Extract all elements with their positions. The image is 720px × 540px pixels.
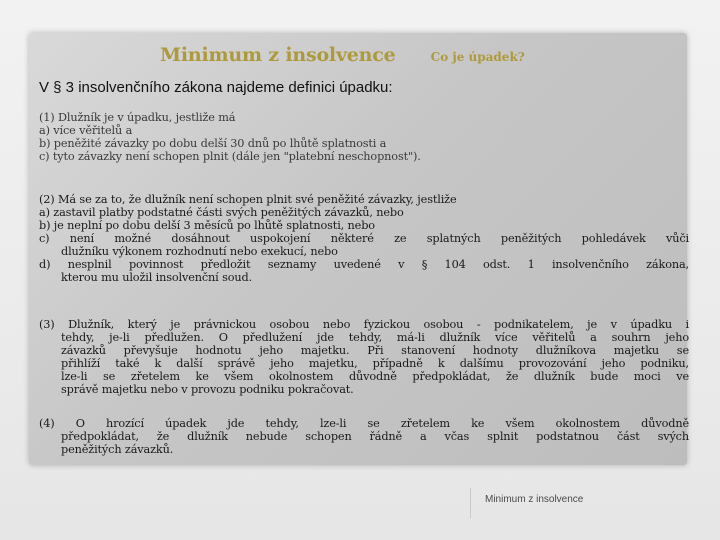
paragraph-line: předpokládat, že dlužník nebude schopen řádně a včas splnit podstatnou část svých — [61, 430, 689, 443]
title-row — [160, 44, 580, 66]
paragraph-line: kterou mu uložil insolvenční soud. — [61, 271, 253, 284]
paragraph-4 — [39, 417, 689, 456]
paragraph-line: (2) Má se za to, že dlužník není schopen plnit své peněžité závazky, jestliže — [39, 193, 457, 206]
paragraph-line: d) nesplnil povinnost předložit seznamy uvedené v § 104 odst. 1 insolvenčního zákona, — [39, 258, 689, 271]
paragraph-line: (3) Dlužník, který je právnickou osobou nebo fyzickou osobou - podnikatelem, je v úpadku i — [39, 318, 689, 331]
paragraph-line: peněžitých závazků. — [61, 443, 174, 456]
paragraph-line: lze-li se zřetelem ke všem okolnostem důvodně předpokládat, že dlužník bude moci ve — [61, 370, 689, 383]
paragraph-line: a) zastavil platby podstatné části svých peněžitých závazků, nebo — [39, 206, 404, 219]
paragraph-2 — [39, 193, 689, 284]
paragraph-line: dlužníku výkonem rozhodnutí nebo exekucí, nebo — [61, 245, 338, 258]
paragraph-line: c) není možné dosáhnout uspokojení některé ze splatných peněžitých pohledávek vůči — [39, 232, 689, 245]
paragraph-line: a) více věřitelů a — [39, 124, 133, 137]
paragraph-line: přihlíží také k další správě jeho majetku, případně k dalšímu provozování jeho podniku, — [61, 357, 689, 370]
paragraph-3 — [39, 318, 689, 396]
paragraph-line: správě majetku nebo v provozu podniku pokračovat. — [61, 383, 354, 396]
paragraph-line: (4) O hrozící úpadek jde tehdy, lze-li se zřetelem ke všem okolnostem důvodně — [39, 417, 689, 430]
paragraph-line: (1) Dlužník je v úpadku, jestliže má — [39, 111, 236, 124]
paragraph-line: tehdy, je-li předlužen. O předlužení jde tehdy, má-li dlužník více věřitelů a souhrn jeho — [61, 331, 689, 344]
paragraph-line: b) je neplní po dobu delší 3 měsíců po lhůtě splatnosti, nebo — [39, 219, 375, 232]
slide-footer: Minimum z insolvence — [485, 494, 584, 505]
slide-title: Minimum z insolvence — [160, 44, 396, 66]
paragraph-line: b) peněžité závazky po dobu delší 30 dnů po lhůtě splatnosti a — [39, 137, 387, 150]
footer-divider — [470, 488, 471, 518]
paragraph-line: c) tyto závazky není schopen plnit (dále jen "platební neschopnost"). — [39, 150, 421, 163]
paragraph-line: závazků převyšuje hodnotu jeho majetku. Při stanovení hodnoty dlužníkova majetku se — [61, 344, 689, 357]
slide-subtitle: Co je úpadek? — [430, 50, 525, 64]
intro-text: V § 3 insolvenčního zákona najdeme definici úpadku: — [39, 79, 393, 96]
paragraph-1 — [39, 111, 689, 163]
